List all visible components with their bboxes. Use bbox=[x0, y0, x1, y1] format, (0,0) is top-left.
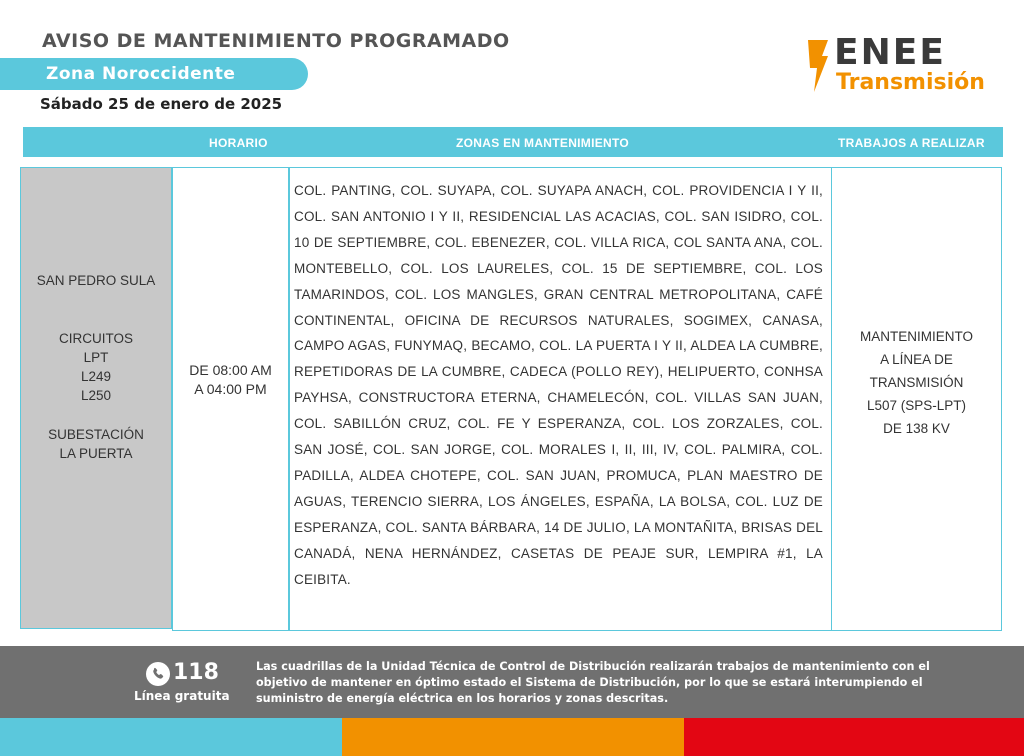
circuits-label: CIRCUITOS bbox=[58, 331, 133, 346]
header-schedule: HORARIO bbox=[209, 136, 268, 150]
substation-label: SUBESTACIÓN bbox=[48, 427, 144, 442]
works-line: MANTENIMIENTO bbox=[859, 329, 973, 344]
circuit-item: L249 bbox=[80, 369, 112, 384]
lightning-bolt-icon bbox=[806, 38, 830, 94]
works-cell bbox=[831, 167, 1002, 631]
substation-name: LA PUERTA bbox=[59, 446, 133, 461]
zones-cell bbox=[289, 167, 832, 631]
logo-brand: ENEE bbox=[834, 32, 946, 73]
stripe-red bbox=[684, 718, 1024, 756]
zone-label: Zona Noroccidente bbox=[0, 58, 308, 90]
maintenance-table bbox=[20, 167, 1002, 631]
circuit-item: L250 bbox=[80, 388, 112, 403]
table-header bbox=[23, 127, 1003, 157]
works-line: L507 (SPS-LPT) bbox=[866, 398, 967, 413]
header-works: TRABAJOS A REALIZAR bbox=[838, 136, 985, 150]
schedule-start: DE 08:00 AM bbox=[189, 362, 272, 378]
zones-list: COL. PANTING, COL. SUYAPA, COL. SUYAPA ANACH, COL. PROVIDENCIA I Y II, COL. SAN ANTONIO I Y II, RESIDENCIAL LAS ACACIAS, COL. SAN ISIDRO, COL. 10 DE SEPTIEMBRE, COL. EBENEZER, COL. VILLA RICA, COL SANTA ANA, COL. MONTEBELLO, COL. LOS LAURELES, COL. 15 DE SEPTIEMBRE, COL. LOS TAMARINDOS, COL. LOS MANGLES, GRAN CENTRAL METROPOLITANA, CAFÉ CONTINENTAL, OFICINA DE RECURSOS NATURALES, SOGIMEX, CANASA, CAMPO AGAS, FUNYMAQ, BECAMO, COL. LA PUERTA I Y II, ALDEA LA CUMBRE, REPETIDORAS DE LA CUMBRE, CADECA (POLLO REY), HELIPUERTO, CONHSA PAYHSA, CONSTRUCTORA ETERNA, CHAMELECÓN, COL. VILLAS SAN JUAN, COL. SABILLÓN CRUZ, COL. FE Y ESPERANZA, COL. LOS ZORZALES, COL. SAN JOSÉ, COL. SAN JORGE, COL. MORALES I, II, III, IV, COL. PALMIRA, COL. PADILLA, ALDEA CHOTEPE, COL. SAN JUAN, PROMUCA, PLAN MAESTRO DE AGUAS, TERENCIO SIERRA, LOS ÁNGELES, ESPAÑA, LA BOLSA, COL. LUZ DE ESPERANZA, COL. SANTA BÁRBARA, 14 DE JULIO, LA MONTAÑITA, BRISAS DEL CANADÁ, NENA HERNÁNDEZ, CASETAS DE PEAJE SUR, LEMPIRA #1, LA CEIBITA. bbox=[294, 183, 823, 587]
schedule-cell bbox=[172, 167, 289, 631]
phone-icon bbox=[146, 662, 170, 686]
phone-label: Línea gratuita bbox=[134, 689, 230, 703]
stripe-blue bbox=[0, 718, 342, 756]
logo-subtitle: Transmisión bbox=[836, 70, 985, 95]
maintenance-date: Sábado 25 de enero de 2025 bbox=[40, 95, 283, 113]
page-title: AVISO DE MANTENIMIENTO PROGRAMADO bbox=[42, 30, 510, 52]
footer bbox=[0, 646, 1024, 718]
circuit-item: LPT bbox=[83, 350, 109, 365]
works-line: DE 138 KV bbox=[883, 421, 950, 436]
city-name: SAN PEDRO SULA bbox=[36, 273, 156, 288]
stripe-orange bbox=[342, 718, 684, 756]
schedule-end: A 04:00 PM bbox=[194, 381, 267, 397]
header-zones: ZONAS EN MANTENIMIENTO bbox=[456, 136, 630, 150]
footer-notice: Las cuadrillas de la Unidad Técnica de Control de Distribución realizarán trabajos de mantenimiento con el objetivo de mantener en óptimo estado el Sistema de Distribución, por lo que se estará interumpiendo el suministro de energía eléctrica en los horarios y zonas descritas. bbox=[256, 660, 930, 705]
works-line: TRANSMISIÓN bbox=[869, 375, 964, 390]
enee-logo bbox=[806, 32, 996, 98]
location-cell bbox=[20, 167, 172, 629]
works-line: A LÍNEA DE bbox=[880, 352, 953, 367]
phone-number: 118 bbox=[173, 660, 219, 685]
